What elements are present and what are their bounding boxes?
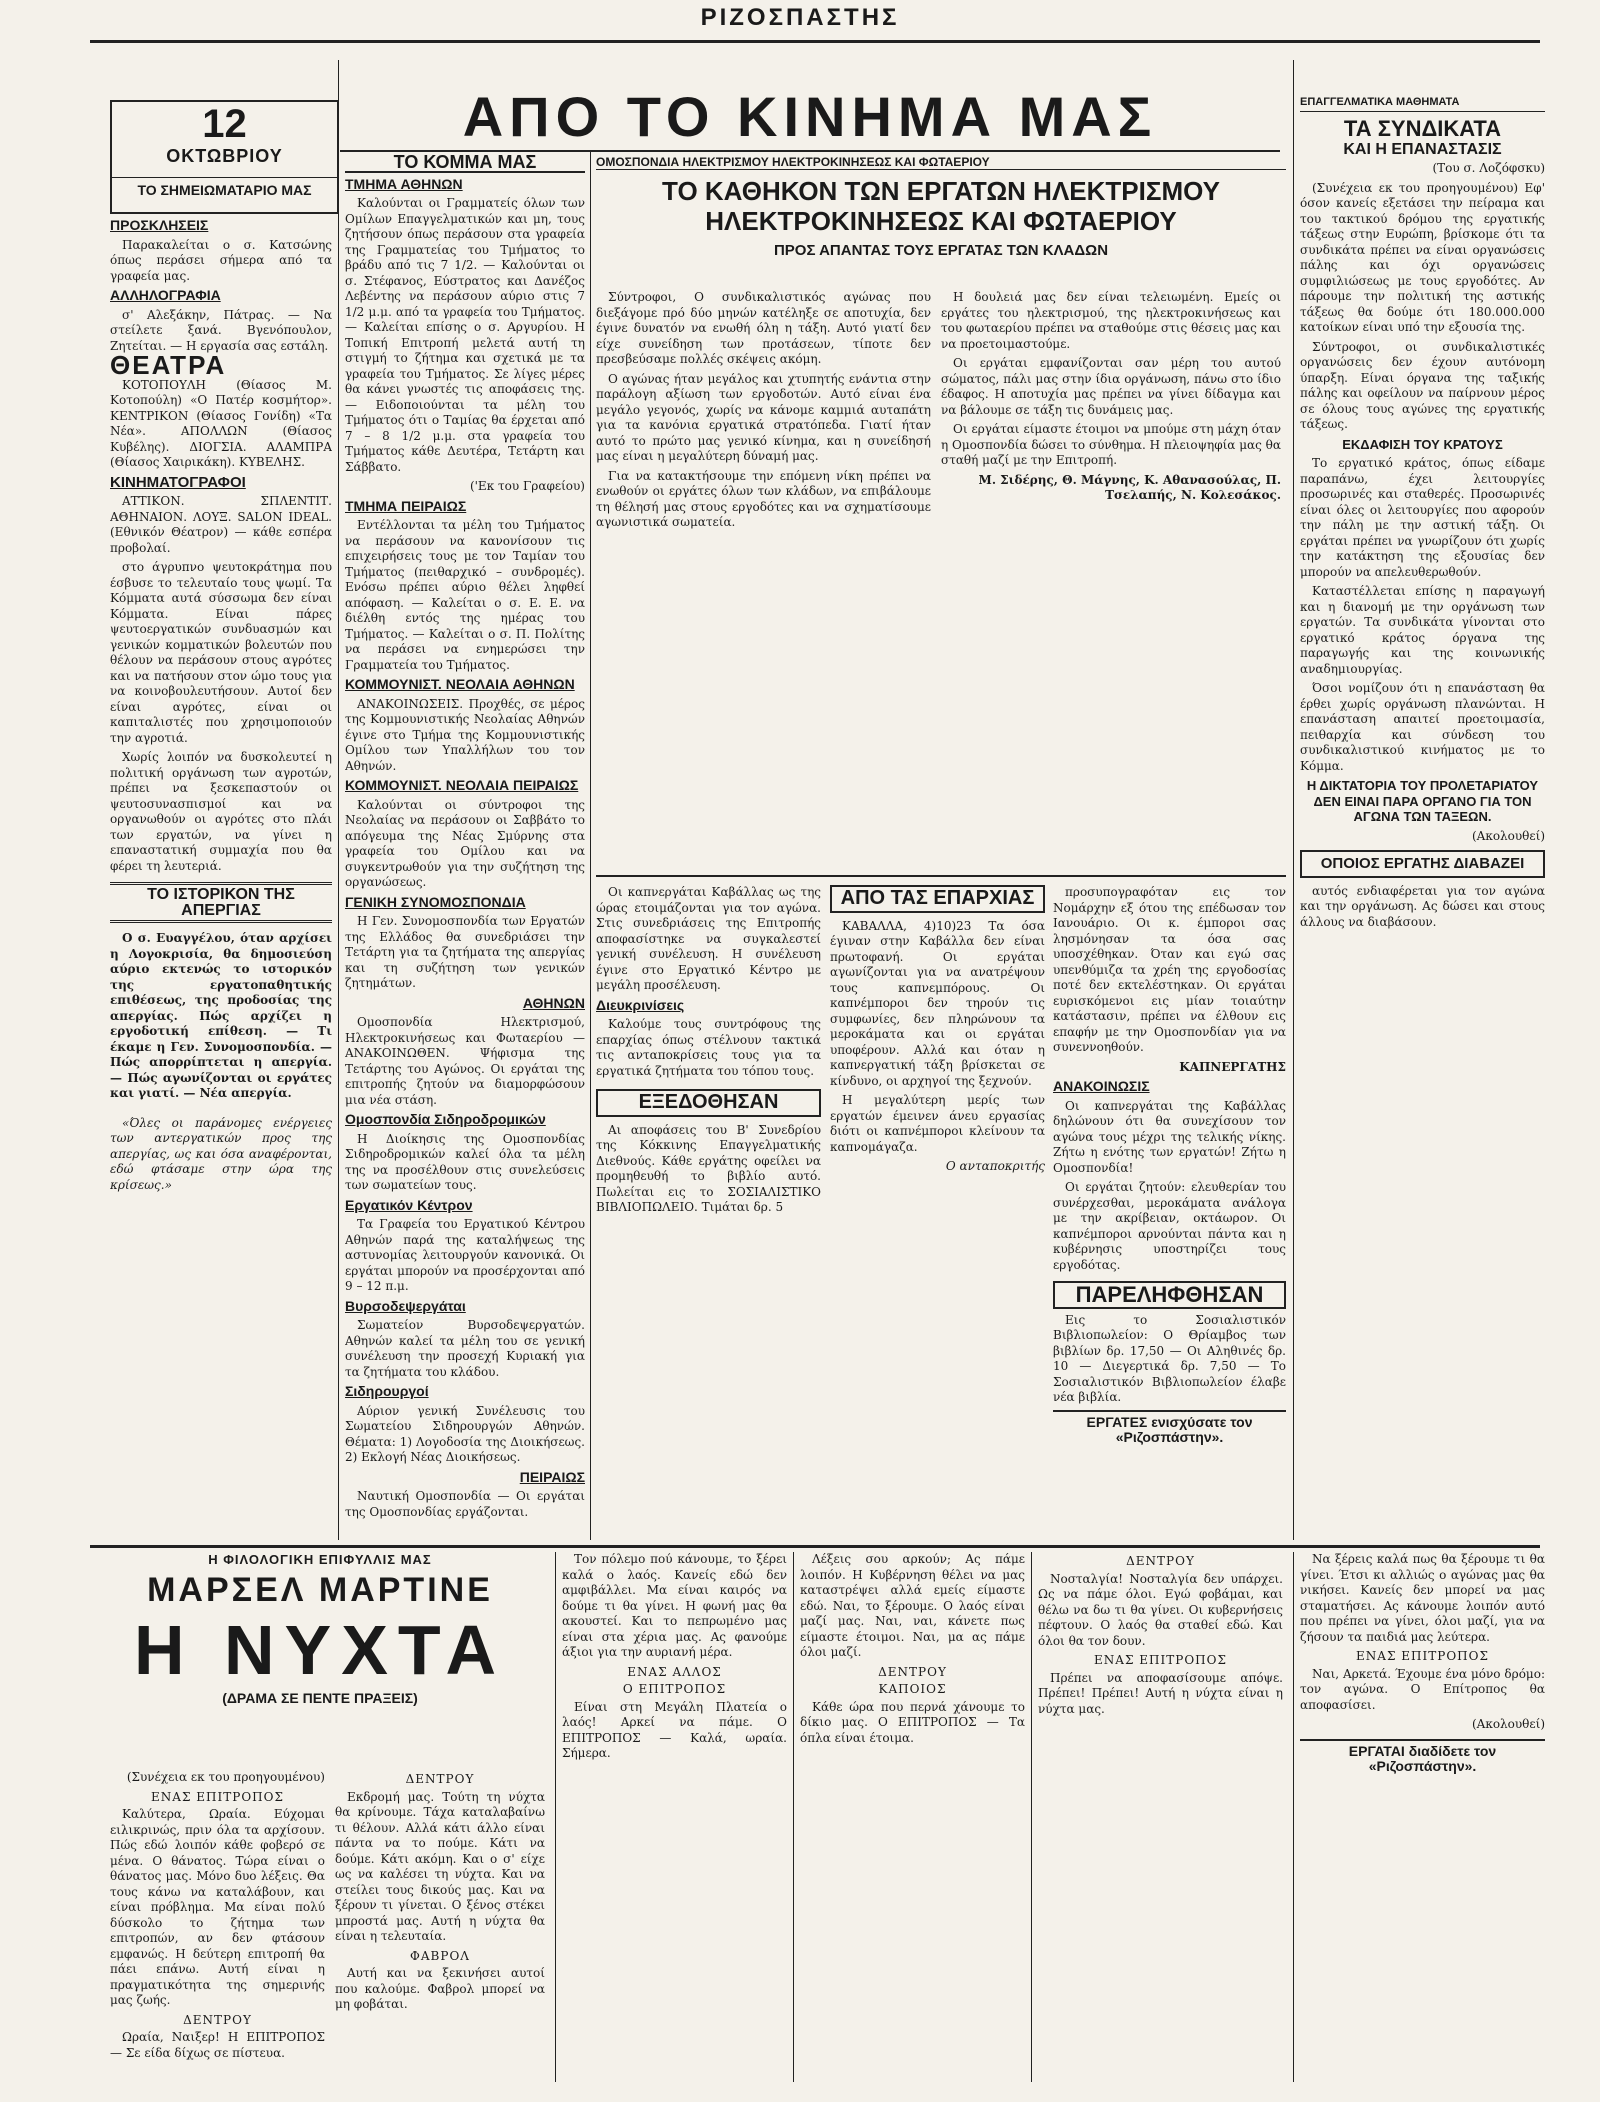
column-syndicates [1300,95,1545,1540]
article-paragraph: Οι εργάται είμαστε έτοιμοι να μπούμε στη μάχη όταν η Ομοσπονδία δώσει το σύνθημα. Η πλειοψηφία μας θα σταθή μαζί με την Επιτροπή. [941,422,1281,467]
section-text: Τα Γραφεία του Εργατικού Κέντρου Αθηνών παρά της καταλήψεως της αστυνομίας λειτουργούν κανονικά. Οι εργάται μπορούν να προσέρχονται από 9 – 12 π.μ. [345,1217,585,1293]
play-col5 [1038,1552,1283,2082]
section-heading: Σιδηρουργοί [345,1383,429,1399]
fold-rule [90,1545,1540,1548]
play-text: Είναι στη Μεγάλη Πλατεία ο λαός! Αρκεί να πάμε. Ο ΕΠΙΤΡΟΠΟΣ — Καλά, ωραία. Σήμερα. [562,1699,787,1760]
article-paragraph: Η δουλειά μας δεν είναι τελειωμένη. Εμείς οι εργάτες του ηλεκτρισμού, της ηλεκτροκινήσεως και του φωταερίου πρέπει να σταθούμε στις θέσεις μας και να προετοιμαστούμε. [941,290,1281,351]
provinces-text: Οι καπνεργάται Καβάλλας ως της ώρας ετοιμάζονται για τον αγώνα. Στις συνεδριάσεις της Επιτροπής αποφασίστηκε να συγκαλεστεί γενική συνέλευση. Η συνέλευση έγινε στο Εργατικό Κέντρο με μεγάλη προσέλευση. [596,885,821,992]
notes-text: Καλούμε τους συντρόφους της επαρχίας όπως στέλνουν τακτικά τις ανταποκρίσεις τους για τα εργατικά ζητήματα του τόπου τους. [596,1017,821,1078]
electricity-article-col1 [596,290,931,870]
date-day: 12 [202,102,247,146]
article-paragraph: Οι εργάται εμφανίζονται σαν μέρη του αυτού σώματος, πάλι μας στην ίδια οργάνωση, πάνω στο ίδιο έδαφος. Η αποτυχία μας πρέπει να γίνει δίδαγμα και να βάλουμε σε τάξη τις δυνάμεις μας. [941,356,1281,417]
play-speaker: ΔΕΝΤΡΟΥ [1126,1554,1195,1568]
continued-note: (Ακολουθεί) [1471,828,1545,843]
electricity-subtitle: ΠΡΟΣ ΑΠΑΝΤΑΣ ΤΟΥΣ ΕΡΓΑΤΑΣ ΤΩΝ ΚΛΑΔΩΝ [773,242,1109,259]
section-heading: Ομοσπονδία Σιδηροδρομικών [345,1111,546,1127]
section-heading: ΓΕΝΙΚΗ ΣΥΝΟΜΟΣΠΟΝΔΙΑ [345,893,526,910]
play-speaker: ΔΕΝΤΡΟΥ [878,1664,947,1679]
col-divider [590,150,591,1540]
syndicates-paragraph: Το εργατικό κράτος, όπως είδαμε παραπάνω, έχει λειτουργίες προσωρινές και σταθερές. Προσωρινές είναι όλες οι λειτουργίες που αφορούν την πάλη με την αστική τάξη. Οι εργάται πρέπει να γνωρίζουν ότι χωρίς την κατάκτηση της εξουσίας δεν μπορούν να απελευθερωθούν. [1300,456,1545,579]
play-speaker: ΦΑΒΡΟΛ [410,1948,470,1963]
column1-quote: «Όλες οι παράνομες ενέργειες των αντεργατικών προς της απεργίας, ως και όσα αναφέρονται, εδώ φτάσαμε στην ώρα της κρίσεως.» [110,1115,332,1192]
article-rule [596,875,1286,877]
play-col4 [800,1552,1025,2082]
masthead-rule [90,40,1540,43]
column1-body: Χωρίς λοιπόν να δυσκολευτεί η πολιτική οργάνωση των αγροτών, πρέπει να ξεσκεπαστούν οι ψευτοσυνασπισμοί και να οργανωθούν οι αγρότες στο πλάι των εργατών, να γίνει η επαναστατική συμμαχία που θα φέρει τη λευτεριά. [110,750,332,873]
play-speaker: ΕΝΑΣ ΕΠΙΤΡΟΠΟΣ [151,1789,284,1804]
notebook-label: ΤΟ ΣΗΜΕΙΩΜΑΤΑΡΙΟ ΜΑΣ [112,177,337,198]
cinemas-text: ΑΤΤΙΚΟΝ. ΣΠΛΕΝΤΙΤ. ΑΘΗΝΑΙΟΝ. ΛΟΥΞ. SALON IDEAL. (Εθνικόν Θέατρον) — κάθε εσπέρα προβολαί. [110,494,332,555]
play-col2 [335,1770,545,2080]
invitations-text: Παρακαλείται ο σ. Κατσώνης όπως περάσει σήμερα από τα γραφεία μας. [110,237,332,283]
reader-title: ΟΠΟΙΟΣ ΕΡΓΑΤΗΣ ΔΙΑΒΑΖΕΙ [1300,850,1545,878]
syndicates-paragraph: Σύντροφοι, οι συνδικαλιστικές οργανώσεις δεν έχουν αυτόνομη ύπαρξη. Είναι όργανα της ταξικής πάλης και οφείλουν να παίρνουν μέρος σε όλους τους αγώνες της εργατικής τάξεως. [1300,339,1545,431]
play-text: Πρέπει να αποφασίσουμε απόψε. Πρέπει! Πρέπει! Αυτή η νύχτα είναι η νύχτα μας. [1038,1670,1283,1716]
invitations-heading: ΠΡΟΣΚΛΗΣΕΙΣ [110,218,209,233]
syndicates-paragraph: (Συνέχεια εκ του προηγουμένου) Εφ' όσον κανείς εξετάσει την πείραμα και του τακτικού δρόμου της εργατικής τάξεως στην Ευρώπη, βρίσκομε ότι τα συνδικάτα πρέπει να είναι οργανώσεις πάλης και όχι οργανώσεις συμφιλιώσεως με τους εργοδότες. Αν πάρουμε την πολιτική της αστικής τάξεως θα δούμε ότι 180.000.000 κατοίκων είναι υπό την εξουσία της. [1300,180,1545,334]
announcement-heading: ΑΝΑΚΟΙΝΩΣΙΣ [1053,1078,1150,1094]
play-speaker: ΕΝΑΣ ΕΠΙΤΡΟΠΟΣ [1094,1653,1227,1667]
play-speaker: ΕΝΑΣ ΕΠΙΤΡΟΠΟΣ [1356,1649,1489,1663]
section-text: Ομοσπονδία Ηλεκτρισμού, Ηλεκτροκινήσεως και Φωταερίου — ΑΝΑΚΟΙΝΩΘΕΝ. Ψήφισμα της Τετάρτης του Αγώνος. Οι εργάται της επιτροπής ζητούν να διαμορφώσουν μια νέα στάση. [345,1015,585,1107]
syndicates-title: ΤΑ ΣΥΝΔΙΚΑΤΑ [1343,115,1502,141]
serial-tag: Η ΦΙΛΟΛΟΓΙΚΗ ΕΠΙΦΥΛΛΙΣ ΜΑΣ [208,1552,432,1567]
date-month: ΟΚΤΩΒΡΙΟΥ [166,146,283,166]
play-text: Να ξέρεις καλά πως θα ξέρουμε τι θα γίνει. Έτσι κι αλλιώς ο αγώνας μας θα νικήσει. Κανείς δεν μπορεί να μας σταματήσει. Ας κάνουμε λοιπόν αυτό που πρέπει να γίνει, όλοι μαζί, για να ζήσουν τα παιδιά μας λεύτερα. [1300,1552,1545,1644]
provinces-text: Οι εργάται ζητούν: ελευθερίαν του συνέρχεσθαι, μεροκάματα ανάλογα με την ακρίβειαν, οκτάωρον. Οι καπνέμποροι αρνούνται πάντα και η κυβέρνησις υποστηρίζει τους εργοδότας. [1053,1180,1286,1272]
section-heading: Βυρσοδεψεργάται [345,1297,466,1314]
article-paragraph: Για να κατακτήσουμε την επόμενη νίκη πρέπει να ενωθούν οι εργάτες όλων των κλάδων, να επιβάλουμε τη θέλησή μας στους εργοδότες και να σχηματίσουμε αγωνιστικά σωματεία. [596,468,931,529]
strike-history-title: ΤΟ ΙΣΤΟΡΙΚΟΝ ΤΗΣ ΑΠΕΡΓΙΑΣ [110,882,332,923]
play-text: Καλύτερα, Ωραία. Εύχομαι ειλικρινώς, πριν όλα τα αρχίσουν. Πώς εδώ λοιπόν κάθε φοβερό σε μένα. Ο θάνατος. Τώρα είναι ο θάνατος μας. Μόνο δυο λέξεις. Θα τους κάνω να καταλάβουν, και είναι πρόβλημα. Μα είναι πολύ δύσκολο το ζήτημα των επιτροπών, αν δεν φτάσουν εμφανώς. Η δεύτερη επιτροπή θα πάει επάνω. Αυτή είναι η πραγματικότητα της σημερινής μας ζωής. [110,1807,325,2007]
federation-tag: ΟΜΟΣΠΟΝΔΙΑ ΗΛΕΚΤΡΙΣΜΟΥ ΗΛΕΚΤΡΟΚΙΝΗΣΕΩΣ ΚΑΙ ΦΩΤΑΕΡΙΟΥ [596,155,1286,170]
column-party [345,155,585,1540]
section-heading: ΤΜΗΜΑ ΑΘΗΝΩΝ [345,175,463,192]
received-text: Εις το Σοσιαλιστικόν Βιβλιοπωλείον: Ο Θρίαμβος των βιβλίων δρ. 17,50 — Οι Αληθινές δρ. 10 — Διεγερτικά δρ. 7,50 — Το Σοσιαλιστικόν Βιβλιοπωλείον έλαβε νέα βιβλία. [1053,1312,1286,1404]
section-heading: ΚΟΜΜΟΥΝΙΣΤ. ΝΕΟΛΑΙΑ ΠΕΙΡΑΙΩΣ [345,777,579,793]
syndicates-paragraph: Καταστέλλεται επίσης η παραγωγή και η διανομή με την οργάνωση των εργατών. Τα συνδικάτα γίνονται στο εργατικό κράτος όργανα της παραγωγής και της κοινωνικής αναδημιουργίας. [1300,584,1545,676]
serial-title: Η ΝΥΧΤΑ [133,1611,507,1689]
play-divider [555,1552,556,2082]
section-text: Η Διοίκησις της Ομοσπονδίας Σιδηροδρομικών καλεί όλα τα μέλη της να προσέλθουν στις συνελεύσεις των σωματείων τους. [345,1131,585,1192]
workers-support-banner: ΕΡΓΑΤΕΣ ενισχύσατε τον «Ριζοσπάστην». [1053,1410,1286,1446]
provinces-right [1053,885,1286,1535]
kavala-report: ΚΑΒΑΛΛΑ, 4)10)23 Τα όσα έγιναν στην Καβάλλα δεν είναι πρωτοφανή. Οι εργάται αγωνίζονται για να ανατρέψουν τους καπνεμπόρους. Οι καπνέμποροι δεν τηρούν τις συμφωνίες, δεν πληρώνουν τα μεροκάματα και οι εργάται υποφέρουν. Αλλά και όταν η καπνεργατική τάξη βρίσκεται σε κίνδυνο, οι αρχηγοί της ξεχνούν. [830,918,1045,1088]
section-signature: ('Εκ του Γραφείου) [469,479,585,493]
col-divider [1293,60,1294,1540]
play-text: Ωραία, Ναιξερ! Η ΕΠΙΤΡΟΠΟΣ — Σε είδα δίχως σε πίστευα. [110,2030,325,2060]
dictatorship-line: Η ΔΙΚΤΑΤΟΡΙΑ ΤΟΥ ΠΡΟΛΕΤΑΡΙΑΤΟΥ ΔΕΝ ΕΙΝΑΙ ΠΑΡΑ ΟΡΓΑΝΟ ΓΙΑ ΤΟΝ ΑΓΩΝΑ ΤΩΝ ΤΑΞΕΩΝ. [1306,778,1539,824]
play-text: Τον πόλεμο πού κάνουμε, το ξέρει καλά ο λαός. Κανείς εδώ δεν αμφιβάλλει. Μα είναι καιρός να δούμε τι θα γίνει. Η φωνή μας θα ακουστεί. Και το πεπρωμένο μας είναι στα χέρια μας. Ας φανούμε άξιοι για την αυριανή μέρα. [562,1552,787,1659]
section-heading: ΑΘΗΝΩΝ [522,994,585,1011]
column-notebook [110,218,332,1538]
section-text: Σωματείον Βυρσοδεψεργατών. Αθηνών καλεί τα μέλη του σε γενική συνέλευση την προσεχή Κυριακή για τα ζητήματα του κλάδου. [345,1318,585,1379]
play-continued-note: (Ακολουθεί) [1471,1717,1545,1731]
play-continued: (Συνέχεια εκ του προηγουμένου) [126,1770,325,1784]
col-divider [338,60,339,1540]
tobacco-worker-signature: ΚΑΠΝΕΡΓΑΤΗΣ [1179,1059,1286,1074]
reader-text: αυτός ενδιαφέρεται για τον αγώνα και την οργάνωση. Ας δώσει και στους άλλους να διαβάσουν. [1300,883,1545,929]
theatres-text: ΚΟΤΟΠΟΥΛΗ (Θίασος Μ. Κοτοπούλη) «Ο Πατέρ κοσμήτορ». ΚΕΝΤΡΙΚΟΝ (Θίασος Γονίδη) «Τα Νέα». ΑΠΟΛΛΩΝ (Θίασος Κυβέλης). ΔΙΟΓΣΙΑ. ΑΛΑΜΠΡΑ (Θίασος Χαιρικάκη). ΚΥΒΕΛΗΣ. [110,377,332,469]
lessons-tag: ΕΠΑΓΓΕΛΜΑΤΙΚΑ ΜΑΘΗΜΑΤΑ [1300,95,1545,112]
section-text: Εντέλλονται τα μέλη του Τμήματος να περάσουν να κανονίσουν τις επιχειρήσεις τους με τον Ταμίαν του Τμήματος (πειθαρχικό – συνδρομές). Ενόσω πρέπει αύριο θέλει ληφθεί απόφαση. — Καλείται ο σ. Ε. Ε. να διέλθη εντός της ημέρας του Τμήματος. — Καλείται ο σ. Π. Πολίτης να περάσει να ενημερώσει την Γραμματεία του Τμήματος. [345,518,585,672]
published-text: Αι αποφάσεις του Β' Συνεδρίου της Κόκκινης Επαγγελματικής Διεθνούς. Κάθε εργάτης οφείλει να προμηθευθή το βιβλίο αυτό. Πωλείται εις το ΣΟΣΙΑΛΙΣΤΙΚΟ ΒΙΒΛΙΟΠΩΛΕΙΟ. Τιμάται δρ. 5 [596,1122,821,1214]
play-speaker: Ο ΕΠΙΤΡΟΠΟΣ [622,1682,727,1696]
section-text: Καλούνται οι σύντροφοι της Νεολαίας να περάσουν οι Σαββάτο το απόγευμα της Νέας Σμύρνης στα γραφεία του Ομίλου και να συγκεντρωθούν για την συζήτηση της οργανώσεως. [345,797,585,889]
syndicates-paragraph: Όσοι νομίζουν ότι η επανάσταση θα έρθει χωρίς οργάνωση πλανώνται. Η επανάσταση απαιτεί προετοιμασία, πειθαρχία και σύνδεση του συνδικαλιστικού κινήματος με το Κόμμα. [1300,681,1545,773]
cinemas-heading: ΚΙΝΗΜΑΤΟΓΡΑΦΟΙ [110,473,246,491]
party-heading: ΤΟ ΚΟΜΜΑ ΜΑΣ [345,155,585,173]
published-title: ΕΞΕΔΟΘΗΣΑΝ [596,1089,821,1117]
section-text: Ναυτική Ομοσπονδία — Οι εργάται της Ομοσπονδίας εργάζονται. [345,1489,585,1519]
play-divider [1293,1552,1294,2082]
play-speaker: ΔΕΝΤΡΟΥ [405,1772,475,1786]
play-speaker: ΔΕΝΤΡΟΥ [183,2012,252,2027]
received-title: ΠΑΡΕΛΗΦΘΗΣΑΝ [1053,1281,1286,1309]
syndicates-author: (Του σ. Λοζόφσκυ) [1432,161,1545,175]
play-text: Λέξεις σου αρκούν; Ας πάμε λοιπόν. Η Κυβέρνηση θέλει να μας καταστρέψει αλλά εμείς είμαστε εδώ. Ναι, το ξέρουμε. Ο λαός είναι μαζί μας. Ναι, ναι, κάνετε πως είμαστε έτοιμοι. Ναι, μα ας πάμε όλοι μαζί. [800,1552,1025,1659]
syndicates-subtitle: ΚΑΙ Η ΕΠΑΝΑΣΤΑΣΙΣ [1343,140,1502,158]
article-paragraph: Σύντροφοι, Ο συνδικαλιστικός αγώνας που διεξάγομε πρό δύο μηνών κατέληξε σε αποτυχία, δεν έγινε δυνατόν να ενωθή όλη η τάξη. Αυτό γιατί δεν είχε συνείδηση των προτάσεων, τίποτε δεν πρεσβεύσαμε πολλές σκέψεις ακόμη. [596,290,931,366]
section-heading: ΚΟΜΜΟΥΝΙΣΤ. ΝΕΟΛΑΙΑ ΑΘΗΝΩΝ [345,676,575,692]
play-text: Νοσταλγία! Νοσταλγία δεν υπάρχει. Ως να πάμε όλοι. Εγώ φοβάμαι, και θέλω να δω τι θα γίνει. Οι κυβερνήσεις πέφτουν. Ο λαός θα σταθεί εδώ. Και όλοι θα τον δουν. [1038,1571,1283,1648]
play-divider [793,1552,794,2082]
notes-heading: Διευκρινίσεις [596,996,685,1013]
play-divider [1031,1552,1032,2082]
electricity-title: ΤΟ ΚΑΘΗΚΟΝ ΤΩΝ ΕΡΓΑΤΩΝ ΗΛΕΚΤΡΙΣΜΟΥ ΗΛΕΚΤΡΟΚΙΝΗΣΕΩΣ ΚΑΙ ΦΩΤΑΕΡΙΟΥ [662,176,1220,236]
date-box [110,100,339,214]
play-col3 [562,1552,787,2082]
play-col1 [110,1770,325,2080]
play-text: Ναι, Αρκετά. Έχουμε ένα μόνο δρόμο: τον αγώνα. Ο Επίτροπος θα αποφασίσει. [1300,1666,1545,1712]
theatres-heading: ΘΕΑΤΡΑ [110,350,227,380]
correspondence-text: σ' Αλεξάκην, Πάτρας. — Να στείλετε ξανά. Βγενόπουλον, Ζητείται. — Η εργασία σας εστάλη. [110,307,332,353]
state-heading: ΕΚΔΑΦΙΣΗ ΤΟΥ ΚΡΑΤΟΥΣ [1342,436,1503,452]
serial-genre: (ΔΡΑΜΑ ΣΕ ΠΕΝΤΕ ΠΡΑΞΕΙΣ) [222,1690,418,1706]
correspondence-heading: ΑΛΛΗΛΟΓΡΑΦΙΑ [110,287,221,303]
announcement-text: Οι καπνεργάται της Καβάλλας δηλώνουν ότι θα συνεχίσουν τον αγώνα τους μέχρι της τελικής νίκης. Ζήτω η ενότης των εργατών! Ζήτω η Ομοσπονδία! [1053,1098,1286,1175]
provinces-center [830,885,1045,1535]
masthead: ΡΙΖΟΣΠΑΣΤΗΣ [700,4,900,31]
article-signatories: Μ. Σιδέρης, Θ. Μάγνης, Κ. Αθανασούλας, Π. Τσελαπής, Ν. Κολεσάκος. [978,472,1281,502]
play-speaker: ΕΝΑΣ ΑΛΛΟΣ [627,1664,722,1679]
provinces-left [596,885,821,1535]
workers-distribute-banner: ΕΡΓΑΤΑΙ διαδίδετε τον «Ριζοσπάστην». [1300,1739,1545,1775]
kavala-report: Η μεγαλύτερη μερίς των εργατών έμεινεν άνευ εργασίας διότι οι καπνέμποροι κλείνουν τα καπνομάγαζα. [830,1093,1045,1154]
section-heading: ΠΕΙΡΑΙΩΣ [519,1468,585,1485]
article-paragraph: Ο αγώνας ήταν μεγάλος και χτυπητής ενάντια στην παράλογη αξίωση των εργοδοτών. Αυτό είναι ένα μεγάλο γεγονός, χωρίς να κάνομε καμμιά αυταπάτη για τα κανόνια εργατικά στρατόπεδα. Γιατί ήταν αυτό το πρώτο μας γενικό κίνημα, και η συνείδησή μας είναι η μεγαλύτερη δύναμή μας. [596,371,931,463]
serial-header [90,1552,550,1706]
electricity-article-header [596,155,1286,263]
section-heading: ΤΜΗΜΑ ΠΕΙΡΑΙΩΣ [345,497,467,514]
strike-history-text: Ο σ. Ευαγγέλου, όταν αρχίσει η Λογοκρισία, θα δημοσιεύση αύριο εκτενώς το ιστορικόν της εργατοπαθητικής επιθέσεως, της προδοσίας της απεργίας. Πώς αρχίζει η εργοδοτική επίθεση. — Τι έκαμε η Γεν. Συνομοσπονδία. — Πώς απορρίπτεται η απεργία. — Πώς αγωνίζονται οι εργάτες και γιατί. — Νέα απεργία. [110,931,332,1100]
section-text: Η Γεν. Συνομοσπονδία των Εργατών της Ελλάδος θα συνεδριάσει την Τετάρτη για τα ζητήματα της απεργίας και τη συζήτηση των γενικών ζητημάτων. [345,914,585,990]
banner-rule [340,150,1280,152]
banner-title: ΑΠΟ ΤΟ ΚΙΝΗΜΑ ΜΑΣ [462,85,1158,148]
play-text: Εκδρομή μας. Τούτη τη νύχτα θα κρίνουμε. Τάχα καταλαβαίνω τι θέλουν. Αλλά κάτι άλλο είναι πάντα να το πούμε. Κάτι να δούμε. Κάτι ακόμη. Και ο σ' είχε ως να καλέσει τη νύχτα. Και να στείλει τους δικούς μας. Και να ξέρουν τι γίνεται. Ο ξένος στέκει μπροστά μας. Αυτή η νύχτα θα είναι η τελευταία. [335,1789,545,1943]
section-text: ΑΝΑΚΟΙΝΩΣΕΙΣ. Προχθές, σε μέρος της Κομμουνιστικής Νεολαίας Αθηνών έγινε στο Τμήμα της Κομμουνιστικής Ομίλου των Υπαλλήλων του τον Αθηνών. [345,696,585,773]
play-text: Αυτή και να ξεκινήσει αυτοί που καλούμε. Φαβρολ μπορεί να μη φοβάται. [335,1966,545,2011]
column1-body: στο άγρυπνο ψευτοκράτημα που έσβυσε το τελευταίο τους ψωμί. Τα Κόμματα αυτά σύσσωμα δεν είναι Κόμματα. Είναι πάρες ψευτοεργατικών συνδυασμών και γενικών κομματικών βολευτών που θέλουν να περάσουν στους αγρότες και να πατήσουν στον ώμο τους για να κοινοβουλευτήσουν. Αυτοί δεν είναι αγρότες, είναι οι καπιταλιστές που χρησιμοποιούν την αγροτιά. [110,560,332,745]
provinces-text: προσυπογραφόταν εις τον Νομάρχην εξ ότου της επέδωσαν τον Ιανουάριο. Οι κ. έμποροι σας λησμόνησαν τα όσα σας υποσχέθηκαν. Όταν και εγώ σας υπενθύμιζα τα χρέη της εργοδοσίας ποτέ δεν εκτελέστηκαν. Οι εργάται ευρισκόμενοι εις μίαν τοιαύτην κατάστασιν, πρέπει να έλθουν εις επαφήν με την Ομοσπονδίαν για να συνεννοηθούν. [1053,885,1286,1054]
provinces-title: ΑΠΟ ΤΑΣ ΕΠΑΡΧΙΑΣ [830,885,1045,913]
serial-author: ΜΑΡΣΕΛ ΜΑΡΤΙΝΕ [147,1571,493,1609]
play-text: Κάθε ώρα που περνά χάνουμε το δίκιο μας. Ο ΕΠΙΤΡΟΠΟΣ — Τα όπλα είναι έτοιμα. [800,1699,1025,1745]
electricity-article-col2 [941,290,1281,870]
section-text: Καλούνται οι Γραμματείς όλων των Ομίλων Επαγγελματικών και μη, τους ζητήσουν όπως περάσουν στα γραφεία της Γραμματείας του Τμήματος το βράδυ από τις 7 1/2. — Καλούνται οι σ. Στέφανος, Εύστρατος και Δανέζος Λεβέντης να περάσουν αύριο στις 7 1/2 μ.μ. από τα γραφεία του Τμήματος. — Καλείται επίσης ο σ. Αργυρίου. Η Τοπική Επιτροπή μελετά αυτή τη στιγμή το ζήτημα και σχετικά με τα γραφεία του Τμήματος. Σε λίγες μέρες θα κάνει γνωστές τις αποφάσεις της. — Ειδοποιούνται τα μέλη του Τμήματος ότι ο Ταμίας θα έρχεται από 7 – 8 1/2 μ.μ. στα γραφεία του Τμήματος κάθε Δευτέρα, Τετάρτη και Σάββατο. [345,196,585,474]
play-col6 [1300,1552,1545,2082]
section-heading: Εργατικόν Κέντρον [345,1196,473,1213]
play-speaker: ΚΑΠΟΙΟΣ [878,1682,947,1696]
section-text: Αύριον γενική Συνέλευσις του Σωματείου Σιδηρουργών Αθηνών. Θέματα: 1) Λογοδοσία της Διοικήσεως. 2) Εκλογή Νέας Διοικήσεως. [345,1403,585,1464]
kavala-signature: Ο ανταποκριτής [945,1159,1045,1173]
